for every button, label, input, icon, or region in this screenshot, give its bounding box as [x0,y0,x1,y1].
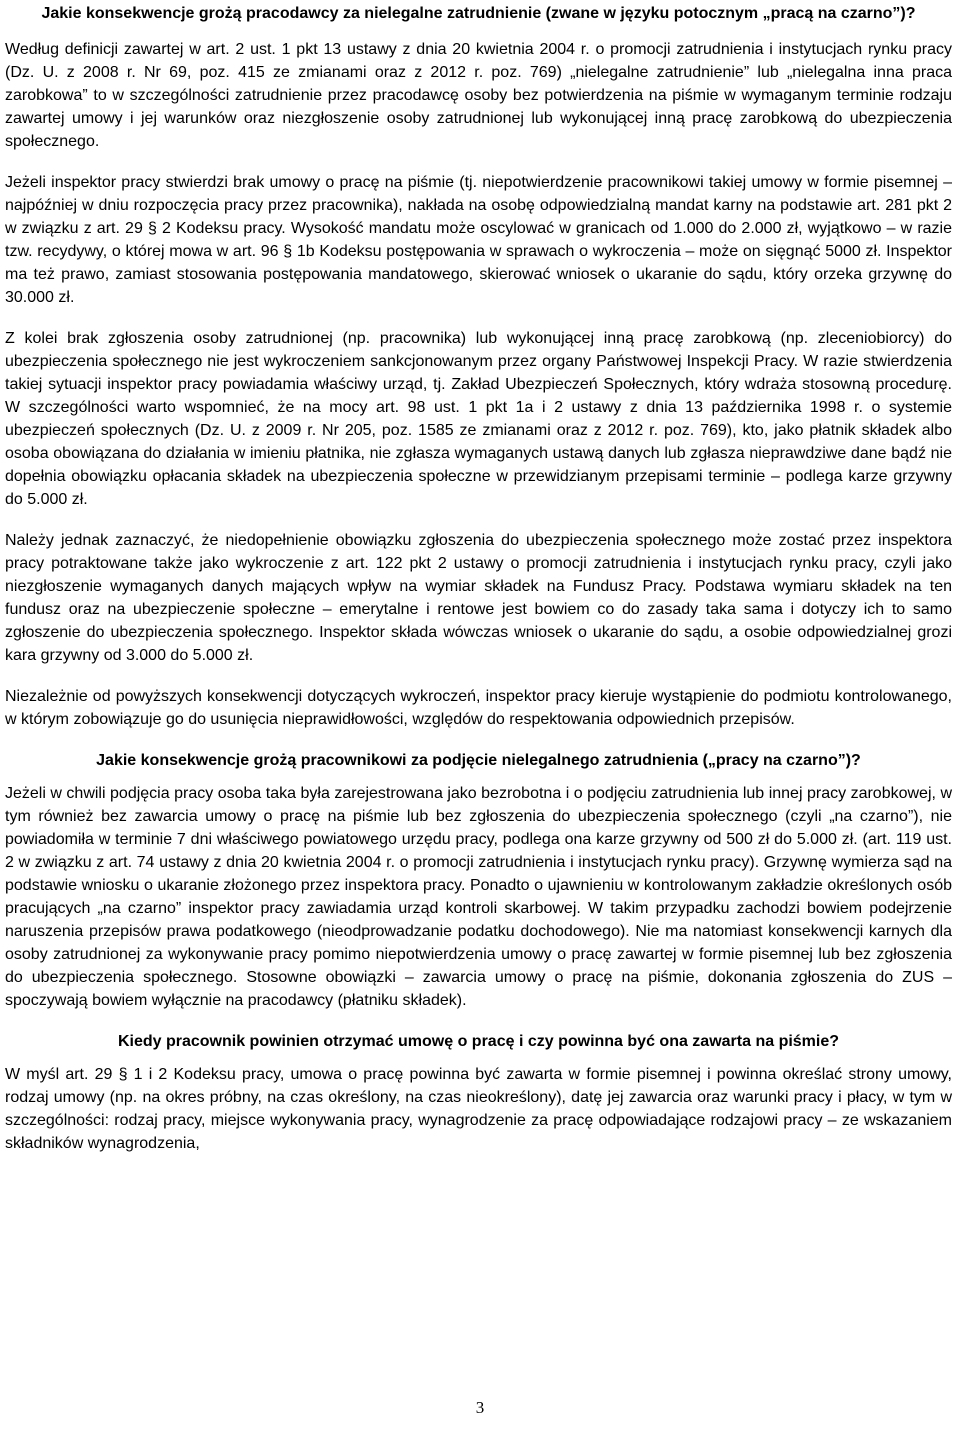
section-heading-employer: Jakie konsekwencje grożą pracodawcy za nielegalne zatrudnienie (zwane w języku potocznym „pracą na czarno”)? [41,5,916,22]
paragraph-unemployed-penalty: Jeżeli w chwili podjęcia pracy osoba taka była zarejestrowana jako bezrobotna i o podjęciu zatrudnienia lub innej pracy zarobkowej, w tym również bez zawarcia umowy o pracę na piśmie lub bez zgłoszenia do ubezpieczenia społecznego (czyli „na czarno”), nie powiadomiła w terminie 7 dni właściwego powiatowego urzędu pracy, podlega ona karze grzywny od 500 zł do 5.000 zł. (art. 119 ust. 2 w związku z art. 74 ustawy z dnia 20 kwietnia 2004 r. o promocji zatrudnienia i instytucjach rynku pracy). Grzywnę wymierza sąd na podstawie wniosku o ukaranie złożonego przez inspektora pracy. Ponadto o ujawnieniu w kontrolowanym zakładzie określonych osób pracujących „na czarno” inspektor pracy zawiadamia urząd kontroli skarbowej. W takim przypadku zachodzi bowiem podejrzenie naruszenia przepisów prawa podatkowego (nieodprowadzanie podatku dochodowego). Nie ma natomiast konsekwencji karnych dla osoby zatrudnionej za wykonywanie pracy pomimo niepotwierdzenia umowy o pracę zawartej w formie pisemnej lub bez zgłoszenia do ubezpieczenia społecznego. Stosowne obowiązki – zawarcia umowy o pracę na piśmie, dokonania zgłoszenia do ZUS – spoczywają bowiem wyłącznie na pracodawcy (płatniku składek). [5,785,952,1009]
page-number: 3 [475,1398,485,1417]
paragraph-inspector-action: Niezależnie od powyższych konsekwencji dotyczących wykroczeń, inspektor pracy kieruje wystąpienie do podmiotu kontrolowanego, w którym zobowiązuje go do usunięcia nieprawidłowości, względów do respektowania odpowiednich przepisów. [5,688,952,728]
paragraph-labour-fund: Należy jednak zaznaczyć, że niedopełnienie obowiązku zgłoszenia do ubezpieczenia społecznego może zostać przez inspektora pracy potraktowane także jako wykroczenie z art. 122 pkt 2 ustawy o promocji zatrudnienia i instytucjach rynku pracy, czyli jako niezgłoszenie wymaganych danych mających wpływ na wymiar składek na Fundusz Pracy. Podstawa wymiaru składek na ten fundusz oraz na ubezpieczenie społeczne – emerytalne i rentowe jest bowiem co do zasady taka sama i dotyczy ich to samo zgłoszenie do ubezpieczenia społecznego. Inspektor składa wówczas wniosek o ukaranie do sądu, a osobie odpowiedzialnej grozi kara grzywny od 3.000 do 5.000 zł. [5,532,952,664]
section-heading-contract: Kiedy pracownik powinien otrzymać umowę o pracę i czy powinna być ona zawarta na piśmie? [117,1033,840,1050]
section-heading-employee: Jakie konsekwencje grożą pracownikowi za podjęcie nielegalnego zatrudnienia („pracy na czarno”)? [96,752,861,769]
paragraph-contract-form: W myśl art. 29 § 1 i 2 Kodeksu pracy, umowa o pracę powinna być zawarta w formie pisemnej i powinna określać strony umowy, rodzaj umowy (np. na okres próbny, na czas określony, na czas nieokreślony), datę jej zawarcia oraz warunki pracy i płacy, w tym w szczególności: rodzaj pracy, miejsce wykonywania pracy, wynagrodzenie za pracę odpowiadające rodzajowi pracy – ze wskazaniem składników wynagrodzenia, [5,1066,952,1152]
paragraph-social-insurance: Z kolei brak zgłoszenia osoby zatrudnionej (np. pracownika) lub wykonującej inną pracę zarobkową (np. zleceniobiorcy) do ubezpieczenia społecznego nie jest wykroczeniem sankcjonowanym przez organy Państwowej Inspekcji Pracy. W razie stwierdzenia takiej sytuacji inspektor pracy powiadamia właściwy urząd, tj. Zakład Ubezpieczeń Społecznych, który wdraża stosowną procedurę. W szczególności warto wspomnieć, że na mocy art. 98 ust. 1 pkt 1a i 2 ustawy z dnia 13 października 1998 r. o systemie ubezpieczeń społecznych (Dz. U. z 2009 r. Nr 205, poz. 1585 ze zmianami oraz z 2012 r. poz. 769), kto, jako płatnik składek albo osoba obowiązana do działania w imieniu płatnika, nie zgłasza wymaganych ustawą danych lub zgłasza nieprawdziwe dane bądź nie dopełnia obowiązku opłacania składek na ubezpieczenia społeczne w przewidzianym przepisami terminie – podlega karze grzywny do 5.000 zł. [5,330,952,508]
paragraph-definition: Według definicji zawartej w art. 2 ust. 1 pkt 13 ustawy z dnia 20 kwietnia 2004 r. o promocji zatrudnienia i instytucjach rynku pracy (Dz. U. z 2008 r. Nr 69, poz. 415 ze zmianami oraz z 2012 r. poz. 769) „nielegalne zatrudnienie” lub „nielegalna inna praca zarobkowa” to w szczególności zatrudnienie przez pracodawcę osoby bez potwierdzenia na piśmie w wymaganym terminie rodzaju zawartej umowy i jej warunków oraz niezgłoszenie osoby zatrudnionej lub wykonującej inną pracę zarobkową do ubezpieczenia społecznego. [5,41,952,150]
paragraph-fine-no-contract: Jeżeli inspektor pracy stwierdzi brak umowy o pracę na piśmie (tj. niepotwierdzenie pracownikowi takiej umowy w formie pisemnej – najpóźniej w dniu rozpoczęcia pracy przez pracownika), nakłada na osobę odpowiedzialną mandat karny na podstawie art. 281 pkt 2 w związku z art. 29 § 2 Kodeksu pracy. Wysokość mandatu może oscylować w granicach od 1.000 do 2.000 zł, wyjątkowo – w razie tzw. recydywy, o której mowa w art. 96 § 1b Kodeksu postępowania w sprawach o wykroczenia – może on sięgnąć 5000 zł. Inspektor ma też prawo, zamiast stosowania postępowania mandatowego, skierować wniosek o ukaranie do sądu, który orzeka grzywnę do 30.000 zł. [5,174,952,306]
